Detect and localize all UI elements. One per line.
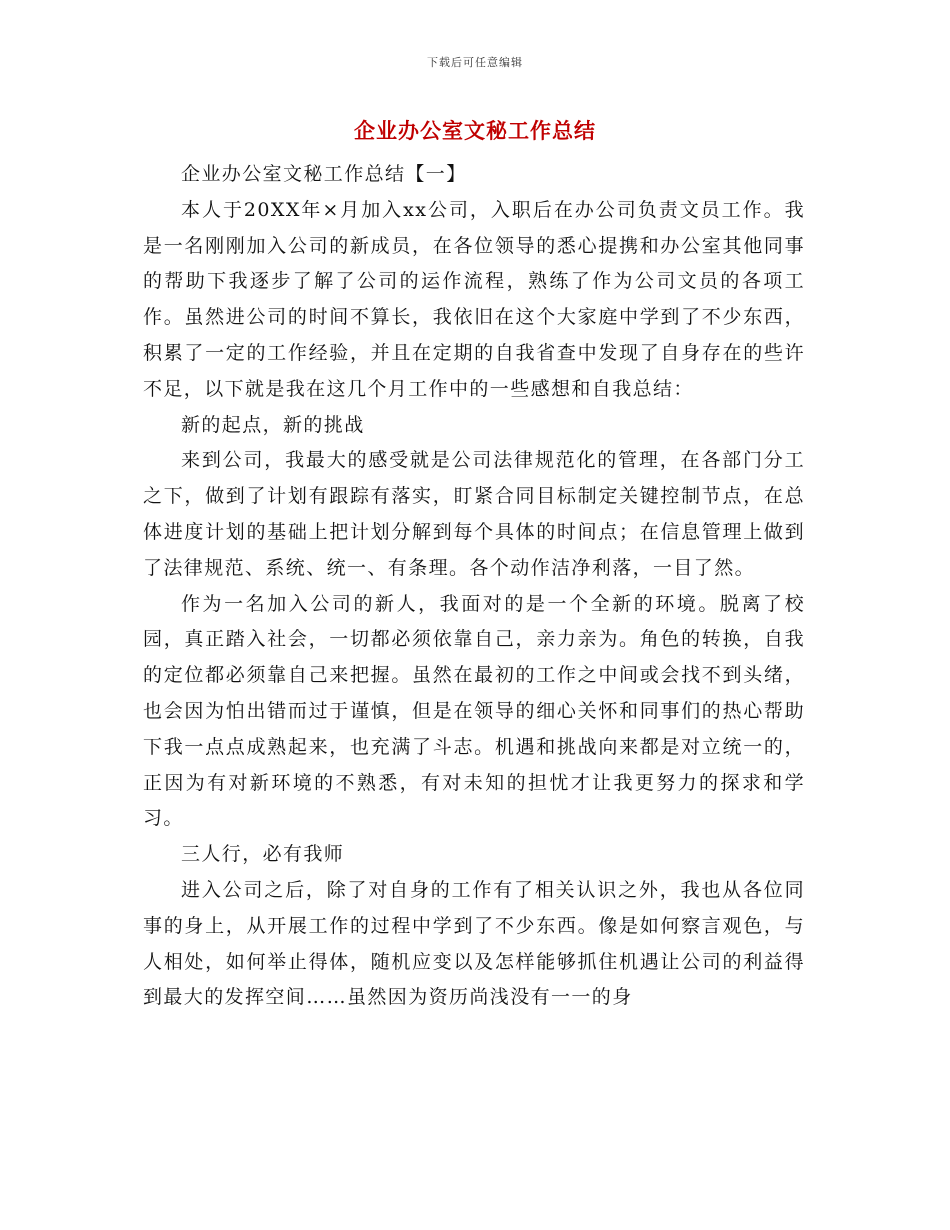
subsection-heading: 新的起点，新的挑战 [181, 413, 365, 436]
body-paragraph: 进入公司之后，除了对自身的工作有了相关认识之外，我也从各位同事的身上，从开展工作的过程中学到了不少东西。像是如何察言观色，与人相处，如何举止得体，随机应变以及怎样能够抓住机遇让公司的利益得到最大的发挥空间……虽然因为资历尚浅没有一一的身 [143, 878, 805, 1009]
page-header-note: 下载后可任意编辑 [427, 56, 523, 69]
body-paragraph: 本人于20XX年×月加入xx公司，入职后在办公司负责文员工作。我是一名刚刚加入公司的新成员，在各位领导的悉心提携和办公室其他同事的帮助下我逐步了解了公司的运作流程，熟练了作为公司文员的各项工作。虽然进公司的时间不算长，我依旧在这个大家庭中学到了不少东西，积累了一定的工作经验，并且在定期的自我省查中发现了自身存在的些许不足，以下就是我在这几个月工作中的一些感想和自我总结： [143, 198, 805, 400]
document-body [143, 157, 805, 1016]
subsection-heading: 三人行，必有我师 [181, 843, 345, 866]
section-heading: 企业办公室文秘工作总结【一】 [181, 163, 467, 185]
body-paragraph: 来到公司，我最大的感受就是公司法律规范化的管理，在各部门分工之下，做到了计划有跟踪有落实，盯紧合同目标制定关键控制节点，在总体进度计划的基础上把计划分解到每个具体的时间点；在信息管理上做到了法律规范、系统、统一、有条理。各个动作洁净利落，一目了然。 [143, 449, 805, 579]
document-title: 企业办公室文秘工作总结 [354, 118, 596, 143]
body-paragraph: 作为一名加入公司的新人，我面对的是一个全新的环境。脱离了校园，真正踏入社会，一切都必须依靠自己，亲力亲为。角色的转换，自我的定位都必须靠自己来把握。虽然在最初的工作之中间或会找不到头绪，也会因为怕出错而过于谨慎，但是在领导的细心关怀和同事们的热心帮助下我一点点成熟起来，也充满了斗志。机遇和挑战向来都是对立统一的，正因为有对新环境的不熟悉，有对未知的担忧才让我更努力的探求和学习。 [143, 592, 805, 830]
